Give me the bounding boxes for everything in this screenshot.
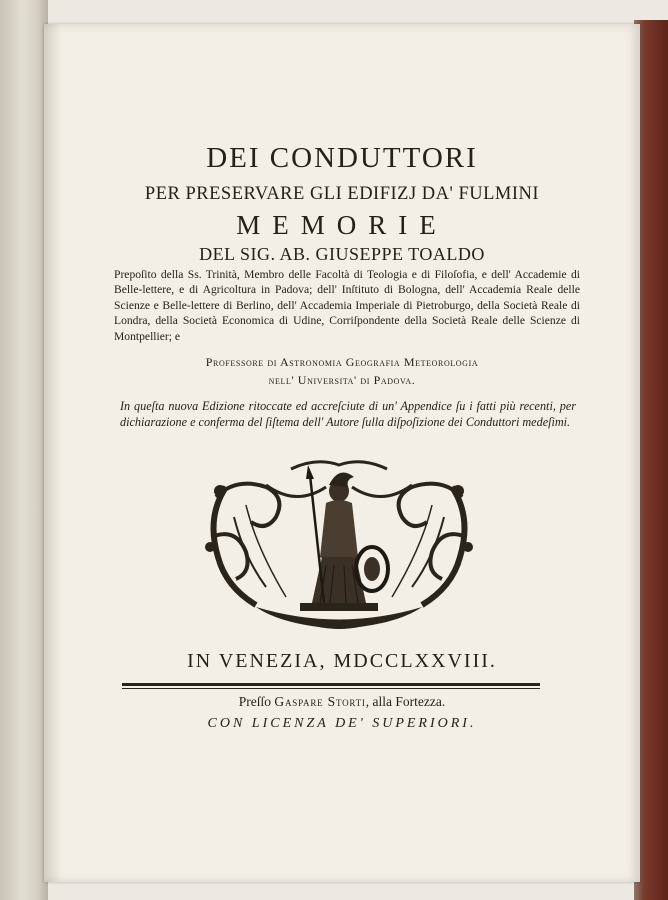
professorship-line-1: Professore di Astronomia Geografia Meteorologia xyxy=(205,355,479,369)
memorie-heading: MEMORIE xyxy=(236,210,448,240)
printer-suffix: , alla Fortezza. xyxy=(365,694,446,709)
book-spine-shadow xyxy=(0,0,48,900)
author-affiliations: Prepoſito della Ss. Trinità, Membro delle Facoltà di Teologia e di Filoſofia, e dell' Accademie di Belle-lettere, e di Agricoltura in Padova; dell' Inſtituto di Bologna, dell' Accademia Reale delle Scienze e Belle-lettere di Berlino, dell' Accademia Imperiale di Pietroburgo, della Società Reale di Londra, della Società Economica di Udine, Corriſpondente della Società Reale delle Scienze di Montpellier; e xyxy=(114,268,580,343)
edition-note: In queſta nuova Edizione ritoccate ed accreſciute di un' Appendice ſu i fatti più recenti, per dichiarazione e conferma del ſiſtema dell' Autore ſulla diſpoſizione dei Conduttori medeſimi. xyxy=(120,399,576,429)
book-title: DEI CONDUTTORI xyxy=(206,142,478,174)
professorship-line-2: nell' Universita' di Padova. xyxy=(268,373,416,387)
printer-name: Gaspare Storti xyxy=(274,694,366,709)
minerva-vignette-icon xyxy=(196,457,482,639)
printer-prefix: Preſſo xyxy=(238,694,272,709)
book-subtitle: PER PRESERVARE GLI EDIFIZJ DA' FULMINI xyxy=(144,184,540,204)
author-line: DEL SIG. AB. GIUSEPPE TOALDO xyxy=(199,244,485,264)
licence-line: CON LICENZA DE' SUPERIORI. xyxy=(207,716,477,731)
professorship xyxy=(44,353,640,389)
printer-line xyxy=(44,694,640,710)
imprint-rule-thick xyxy=(122,683,540,686)
title-page xyxy=(44,24,640,882)
imprint-rule-thin xyxy=(122,688,540,689)
imprint-place-date: IN VENEZIA, MDCCLXXVIII. xyxy=(187,650,497,672)
